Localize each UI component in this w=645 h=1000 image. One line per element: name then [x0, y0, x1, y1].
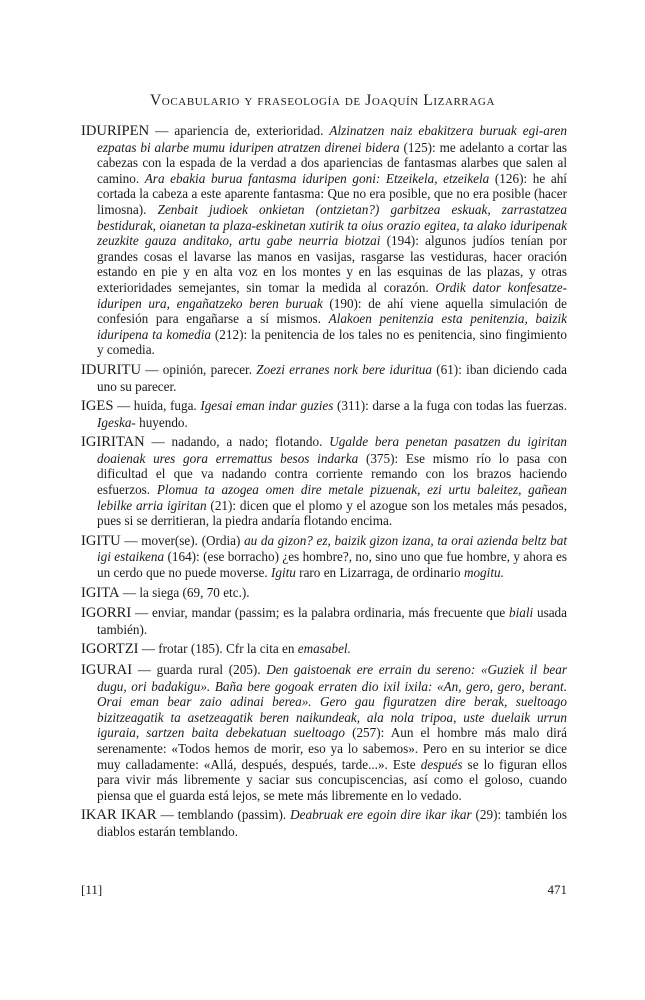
entry-text: — opinión, parecer. [141, 361, 257, 377]
entry-headword: IGIRITAN [81, 434, 145, 451]
basque-quote: biali [509, 605, 534, 621]
entry-text: (125): me adelanto a cortar las cabezas con la espada de la verdad a dos apariencias de fantasmas alarbes que salen al camino. [97, 139, 567, 186]
basque-quote: Ordik dator konfesatze-iduripen ura, engañatzeko beren buruak [97, 279, 567, 311]
basque-quote: emasabel. [297, 641, 351, 657]
page-section-number: [11] [81, 882, 103, 897]
entry-text: — temblando (passim). [156, 807, 291, 823]
entry-headword: IGES [81, 398, 114, 415]
entry-text: (126): he ahí cortada la cabeza a este aparente fantasma: Que no era posible, que no era posible (hacer limosna). [97, 170, 567, 217]
dictionary-entry [81, 807, 567, 839]
basque-quote: Igeska- [97, 414, 136, 430]
entry-text: — huida, fuga. [113, 398, 201, 414]
entry-headword: IGURAI [81, 662, 133, 678]
basque-quote: Plomua ta azogea omen dire metale pizuenak, ezi urtu baleitez, gañean lebilke arria igiritan [97, 482, 567, 513]
entry-headword: IGITU [81, 532, 121, 549]
entry-text: (311): darse a la fuga con todas las fuerzas. [333, 398, 567, 414]
entry-text: — nadando, a nado; flotando. [144, 434, 330, 450]
entry-text: — apariencia de, exterioridad. [149, 123, 330, 138]
entry-text: se lo figuran ellos para vivir más libremente y saciar sus concupiscencias, así como el goloso, cuando piensa que el guarda está lejos, se mete más libremente en lo vedado. [97, 756, 568, 803]
entry-text: huyendo. [135, 414, 188, 430]
entry-text: (190): de ahí viene aquella simulación de confesión para engañarse a sí mismos. [97, 295, 567, 327]
basque-quote: Igesai eman indar guzies [200, 398, 334, 414]
entry-text: (212): la penitencia de los tales no es penitencia, sino fingimiento y comedia. [97, 326, 567, 358]
entry-text: (61): iban diciendo cada uno su parecer. [97, 361, 567, 394]
dictionary-entry [81, 585, 567, 602]
entry-text: usada también). [97, 605, 568, 637]
basque-quote: Ugalde bera penetan pasatzen du igiritan doaienak ures gora erremattus besos indarka [97, 434, 568, 466]
entry-text: — guarda rural (205). [132, 662, 267, 677]
entry-text: (194): algunos judíos tenían por grandes cosas el lavarse las manos en vasijas, rasgarse las vestiduras, hacer oración estando en pie y en alta voz en los montes y en las esquinas de las plazas, y otras exterioridades semejantes, sin tomar la medida al corazón. [97, 233, 567, 295]
entry-text: raro en Lizarraga, de ordinario [295, 565, 464, 581]
entry-text: — la siega (69, 70 etc.). [119, 584, 250, 600]
entry-text: (21): dicen que el plomo y el azogue son los metales más pesados, pues si se derritieran, la piedra andaría flotando encima. [97, 497, 567, 529]
entry-text: — mover(se). (Ordia) [120, 532, 245, 548]
basque-quote: Den gaistoenak ere errain du sereno: «Guziek il bear dugu, ori badakigu». Baña bere gogoak erraten dio ixil ixila: «An, gero, gero, berant. Orai eman bear zaio adinai berea». Gero gau figuratzen dire berak, sueltoago bizitzeagatik ta asetzeagatik beren naikundeak, ala nola tripoa, uste duelaik urrun iguraia, sartzen baita debekatuan sueltoago [97, 662, 567, 741]
dictionary-entry [81, 362, 567, 394]
entry-text: (29): también los diablos estarán temblando. [97, 807, 567, 839]
basque-quote: au da gizon? ez, baizik gizon izana, ta orai azienda beltz bat igi estaikena [97, 532, 567, 565]
basque-quote: después [420, 756, 463, 772]
basque-quote: Alzinatzen naiz ebakitzera buruak egi-aren ezpatas bi alarbe mumu iduripen atratzen direnei bidera [97, 123, 567, 155]
entry-headword: IKAR IKAR [81, 807, 157, 824]
basque-quote: Deabruak ere egoin dire ikar ikar [290, 807, 472, 823]
basque-quote: Zenbait judioek onkietan (ontzietan?) garbitzea eskuak, zarrastatzea bestidurak, oianetan ta plaza-eskinetan xutirik ta oius orazio egitea, ta alako iduripenak zeuzkite gauza anditako, artu gabe neurria biotzai [97, 201, 567, 249]
dictionary-entry [81, 533, 567, 581]
entry-text: — enviar, mandar (passim; es la palabra ordinaria, más frecuente que [131, 605, 510, 621]
dictionary-entry [81, 398, 567, 430]
dictionary-entry [81, 123, 567, 358]
dictionary-entries [81, 123, 567, 844]
entry-text: (375): Ese mismo río lo pasa con dificultad el que va nadando contra corriente remando con los brazos haciendo esfuerzos. [97, 450, 567, 498]
basque-quote: Ara ebakia burua fantasma iduripen goni: Etzeikela, etzeikela [144, 170, 490, 186]
page-footer [81, 882, 567, 898]
dictionary-entry [81, 434, 567, 529]
basque-quote: Igitu [270, 565, 296, 581]
entry-headword: IGORTZI [81, 641, 139, 658]
entry-headword: IGORRI [81, 605, 132, 622]
dictionary-entry [81, 605, 567, 637]
basque-quote: Zoezi erranes nork bere iduritua [256, 361, 432, 377]
entry-headword: IGITA [81, 584, 120, 601]
entry-headword: IDURITU [81, 361, 141, 378]
dictionary-entry [81, 641, 567, 658]
dictionary-entry [81, 662, 567, 803]
entry-text: (164): (ese borracho) ¿es hombre?, no, sino uno que fue hombre, y ahora es un cerdo que no puede moverse. [97, 549, 567, 581]
basque-quote: mogitu. [463, 565, 504, 581]
entry-headword: IDURIPEN [81, 123, 150, 139]
page-number: 471 [547, 882, 567, 897]
page-header: Vocabulario y fraseología de Joaquín Lizarraga [150, 92, 495, 109]
entry-text: (257): Aun el hombre más malo dirá serenamente: «Todos hemos de morir, eso ya lo sabemos». Pero en su interior se dice muy calladamente: «Allá, después, después, tarde...». Este [97, 725, 567, 772]
entry-text: — frotar (185). Cfr la cita en [138, 641, 298, 657]
basque-quote: Alakoen penitenzia esta penitenzia, baizik iduripena ta komedia [97, 311, 567, 342]
